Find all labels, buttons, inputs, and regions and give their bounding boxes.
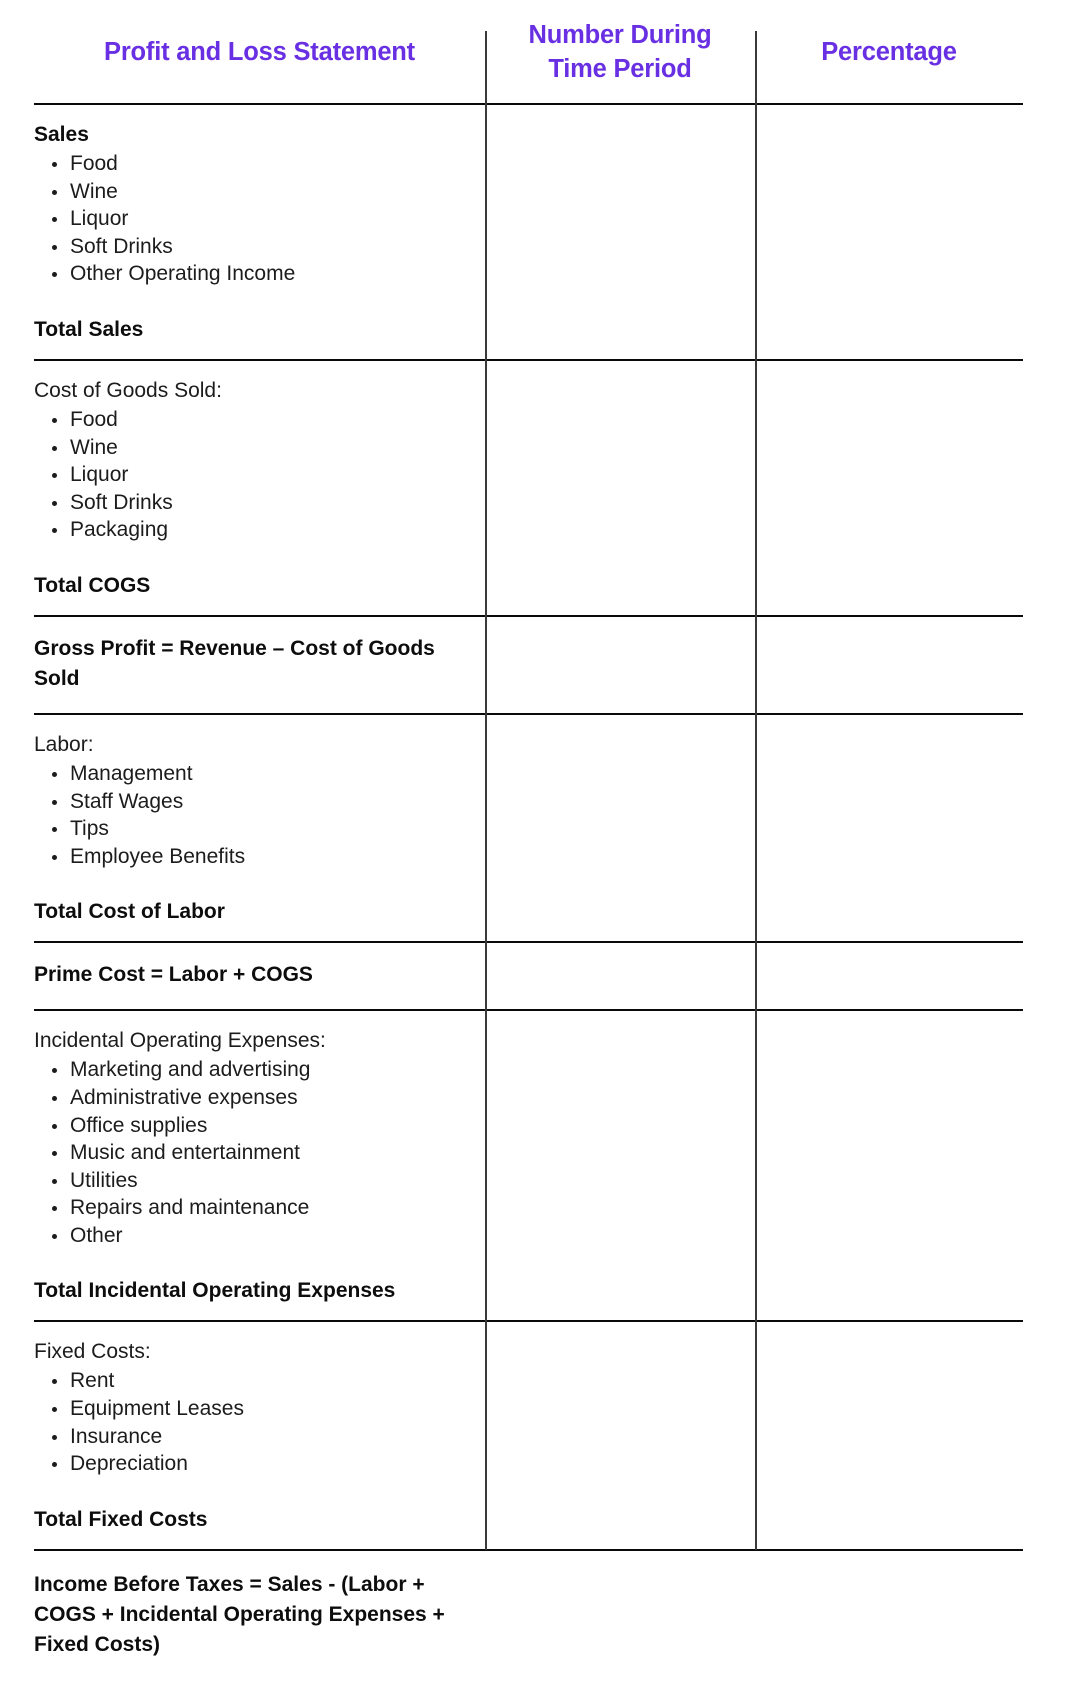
section-items xyxy=(34,1056,475,1249)
table-row xyxy=(34,615,1023,713)
table-row xyxy=(34,103,1023,359)
list-item: Tips xyxy=(34,815,475,843)
table-header-row xyxy=(34,0,1023,103)
list-item: Music and entertainment xyxy=(34,1139,475,1167)
header-label-statement: Profit and Loss Statement xyxy=(104,37,415,66)
row-label-income-before-taxes xyxy=(34,1551,485,1700)
row-label-incidental-operating-expenses xyxy=(34,1011,485,1320)
table-row xyxy=(34,1549,1023,1700)
list-item: Soft Drinks xyxy=(34,489,475,517)
row-percentage-incidental-operating-expenses[interactable] xyxy=(755,1011,1023,1320)
list-item: Management xyxy=(34,760,475,788)
list-item: Soft Drinks xyxy=(34,233,475,261)
list-item: Other Operating Income xyxy=(34,260,475,288)
list-item: Staff Wages xyxy=(34,788,475,816)
row-number-labor[interactable] xyxy=(485,715,755,941)
table-row xyxy=(34,1320,1023,1548)
list-item: Employee Benefits xyxy=(34,843,475,871)
row-number-fixed-costs[interactable] xyxy=(485,1322,755,1548)
row-percentage-income-before-taxes[interactable] xyxy=(755,1551,1023,1700)
header-label-number xyxy=(529,18,712,86)
list-item: Food xyxy=(34,150,475,178)
formula-text: Prime Cost = Labor + COGS xyxy=(34,963,313,987)
list-item: Utilities xyxy=(34,1167,475,1195)
section-items xyxy=(34,1367,475,1477)
list-item: Repairs and maintenance xyxy=(34,1194,475,1222)
section-title: Fixed Costs: xyxy=(34,1340,151,1364)
header-cell-number xyxy=(485,18,755,86)
header-cell-percentage xyxy=(755,35,1023,69)
formula-text: Income Before Taxes = Sales - (Labor + COGS + Incidental Operating Expenses + Fixed Costs) xyxy=(34,1572,445,1656)
row-percentage-fixed-costs[interactable] xyxy=(755,1322,1023,1548)
list-item: Liquor xyxy=(34,461,475,489)
row-label-labor xyxy=(34,715,485,941)
row-label-cogs xyxy=(34,361,485,615)
list-item: Marketing and advertising xyxy=(34,1056,475,1084)
row-number-sales[interactable] xyxy=(485,105,755,359)
column-divider-first xyxy=(485,31,487,1550)
row-percentage-gross-profit[interactable] xyxy=(755,617,1023,713)
header-label-number-line2: Time Period xyxy=(548,54,692,83)
row-number-income-before-taxes[interactable] xyxy=(485,1551,755,1700)
list-item: Food xyxy=(34,406,475,434)
list-item: Administrative expenses xyxy=(34,1084,475,1112)
section-title: Labor: xyxy=(34,732,94,756)
list-item: Office supplies xyxy=(34,1112,475,1140)
row-number-prime-cost[interactable] xyxy=(485,943,755,1009)
row-percentage-cogs[interactable] xyxy=(755,361,1023,615)
header-cell-statement xyxy=(34,35,485,69)
header-label-percentage: Percentage xyxy=(821,37,957,66)
section-title: Cost of Goods Sold: xyxy=(34,378,222,402)
table-row xyxy=(34,359,1023,615)
section-items xyxy=(34,406,475,544)
list-item: Other xyxy=(34,1222,475,1250)
row-number-incidental-operating-expenses[interactable] xyxy=(485,1011,755,1320)
section-title: Incidental Operating Expenses: xyxy=(34,1029,326,1053)
column-divider-second xyxy=(755,31,757,1550)
row-percentage-sales[interactable] xyxy=(755,105,1023,359)
section-total: Total Sales xyxy=(34,317,144,341)
list-item: Liquor xyxy=(34,205,475,233)
table-row xyxy=(34,941,1023,1009)
list-item: Rent xyxy=(34,1367,475,1395)
list-item: Depreciation xyxy=(34,1450,475,1478)
row-percentage-prime-cost[interactable] xyxy=(755,943,1023,1009)
row-number-cogs[interactable] xyxy=(485,361,755,615)
row-label-gross-profit xyxy=(34,617,485,713)
section-total: Total COGS xyxy=(34,573,151,597)
row-label-prime-cost xyxy=(34,943,485,1009)
list-item: Wine xyxy=(34,434,475,462)
list-item: Packaging xyxy=(34,516,475,544)
section-total: Total Fixed Costs xyxy=(34,1507,208,1531)
table-row xyxy=(34,1009,1023,1320)
formula-text: Gross Profit = Revenue – Cost of Goods Sold xyxy=(34,636,435,690)
section-total: Total Incidental Operating Expenses xyxy=(34,1279,396,1303)
section-title: Sales xyxy=(34,123,89,146)
list-item: Wine xyxy=(34,178,475,206)
list-item: Equipment Leases xyxy=(34,1395,475,1423)
row-number-gross-profit[interactable] xyxy=(485,617,755,713)
section-items xyxy=(34,150,475,288)
row-percentage-labor[interactable] xyxy=(755,715,1023,941)
table-row xyxy=(34,713,1023,941)
header-label-number-line1: Number During xyxy=(528,20,712,49)
row-label-fixed-costs xyxy=(34,1322,485,1548)
section-items xyxy=(34,760,475,870)
row-label-sales xyxy=(34,105,485,359)
profit-and-loss-table xyxy=(34,0,1023,1700)
section-total: Total Cost of Labor xyxy=(34,900,225,924)
list-item: Insurance xyxy=(34,1423,475,1451)
